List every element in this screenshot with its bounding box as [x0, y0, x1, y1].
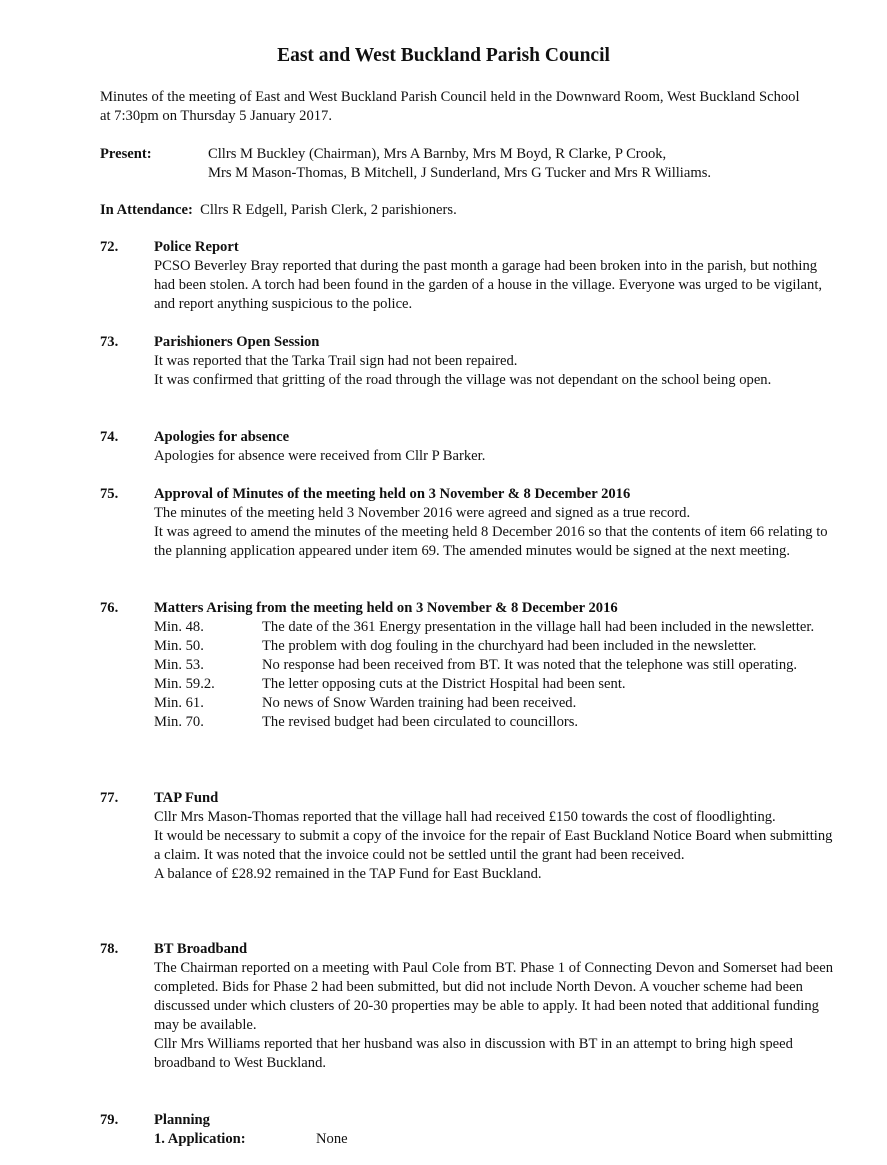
- item-heading: Apologies for absence: [154, 429, 290, 445]
- present-line-1: Cllrs M Buckley (Chairman), Mrs A Barnby, Mrs M Boyd, R Clarke, P Crook,: [208, 146, 667, 162]
- item-number: 73.: [100, 334, 119, 350]
- minute-ref: Min. 70.: [154, 714, 204, 730]
- item-text: It was confirmed that gritting of the road through the village was not dependant on the school being open.: [154, 372, 772, 388]
- item-text: It would be necessary to submit a copy of the invoice for the repair of East Buckland Notice Board when submitting a claim. It was noted that the invoice could not be settled until the grant had been received.: [154, 828, 833, 863]
- matters-list: [154, 618, 840, 732]
- present-section: [100, 145, 820, 183]
- minute-text: No news of Snow Warden training had been received.: [262, 695, 577, 711]
- list-item: [154, 713, 840, 732]
- item-text: The Chairman reported on a meeting with Paul Cole from BT. Phase 1 of Connecting Devon and Somerset had been completed. Bids for Phase 2 had been submitted, but did not include North Devon. A voucher scheme had been discussed under which clusters of 20-30 properties may be able to apply. It had been noted that additional funding may be available.: [154, 960, 833, 1033]
- item-heading: TAP Fund: [154, 790, 219, 806]
- item-heading: Planning: [154, 1112, 210, 1128]
- item-police-report: [100, 238, 840, 314]
- minute-text: The problem with dog fouling in the churchyard had been included in the newsletter.: [262, 638, 757, 654]
- minute-ref: Min. 61.: [154, 695, 204, 711]
- item-apologies: [100, 428, 840, 466]
- present-label: Present:: [100, 146, 152, 162]
- item-heading: Matters Arising from the meeting held on 3 November & 8 December 2016: [154, 600, 618, 616]
- item-number: 74.: [100, 429, 119, 445]
- minute-text: No response had been received from BT. It was noted that the telephone was still operating.: [262, 657, 798, 673]
- minute-ref: Min. 59.2.: [154, 676, 215, 692]
- item-number: 77.: [100, 790, 119, 806]
- item-planning: [100, 1111, 840, 1149]
- item-text: PCSO Beverley Bray reported that during the past month a garage had been broken into in the parish, but nothing had been stolen. A torch had been found in the garden of a house in the village. Everyone was urged to be vigilant, and report anything suspicious to the police.: [154, 258, 823, 312]
- list-item: [154, 618, 840, 637]
- list-item: [154, 656, 840, 675]
- list-item: [154, 637, 840, 656]
- item-matters-arising: [100, 599, 840, 732]
- list-item: [154, 675, 840, 694]
- attendance-label: In Attendance:: [100, 202, 193, 218]
- attendance-section: [100, 201, 820, 220]
- item-number: 78.: [100, 941, 119, 957]
- item-number: 76.: [100, 600, 119, 616]
- item-text: It was agreed to amend the minutes of the meeting held 8 December 2016 so that the contents of item 66 relating to the planning application appeared under item 69. The amended minutes would be signed at the next meeting.: [154, 524, 828, 559]
- item-number: 72.: [100, 239, 119, 255]
- item-tap-fund: [100, 789, 840, 884]
- present-line-2: Mrs M Mason-Thomas, B Mitchell, J Sunderland, Mrs G Tucker and Mrs R Williams.: [208, 165, 712, 181]
- minute-ref: Min. 53.: [154, 657, 204, 673]
- application-value: None: [316, 1131, 348, 1147]
- minute-ref: Min. 48.: [154, 619, 204, 635]
- item-heading: Parishioners Open Session: [154, 334, 320, 350]
- item-approval-of-minutes: [100, 485, 840, 561]
- item-parishioners-session: [100, 333, 840, 390]
- item-text: Cllr Mrs Mason-Thomas reported that the village hall had received £150 towards the cost of floodlighting.: [154, 809, 776, 825]
- minute-ref: Min. 50.: [154, 638, 204, 654]
- item-text: Apologies for absence were received from Cllr P Barker.: [154, 448, 486, 464]
- minute-text: The revised budget had been circulated to councillors.: [262, 714, 579, 730]
- item-bt-broadband: [100, 940, 840, 1073]
- list-item: [154, 694, 840, 713]
- minute-text: The letter opposing cuts at the District Hospital had been sent.: [262, 676, 626, 692]
- intro-paragraph: Minutes of the meeting of East and West Buckland Parish Council held in the Downward Room, West Buckland School at 7:30pm on Thursday 5 January 2017.: [100, 89, 800, 124]
- item-text: Cllr Mrs Williams reported that her husband was also in discussion with BT in an attempt to bring high speed broadband to West Buckland.: [154, 1036, 793, 1071]
- item-text: The minutes of the meeting held 3 November 2016 were agreed and signed as a true record.: [154, 505, 691, 521]
- item-text: A balance of £28.92 remained in the TAP Fund for East Buckland.: [154, 866, 542, 882]
- item-text: It was reported that the Tarka Trail sign had not been repaired.: [154, 353, 518, 369]
- minute-text: The date of the 361 Energy presentation in the village hall had been included in the newsletter.: [262, 619, 815, 635]
- item-heading: Police Report: [154, 239, 239, 255]
- attendance-text: Cllrs R Edgell, Parish Clerk, 2 parishioners.: [200, 202, 457, 218]
- item-heading: BT Broadband: [154, 941, 248, 957]
- item-number: 75.: [100, 486, 119, 502]
- document-title: East and West Buckland Parish Council: [277, 45, 610, 66]
- item-number: 79.: [100, 1112, 119, 1128]
- application-label: 1. Application:: [154, 1131, 246, 1147]
- item-heading: Approval of Minutes of the meeting held on 3 November & 8 December 2016: [154, 486, 631, 502]
- planning-application-row: [154, 1130, 840, 1149]
